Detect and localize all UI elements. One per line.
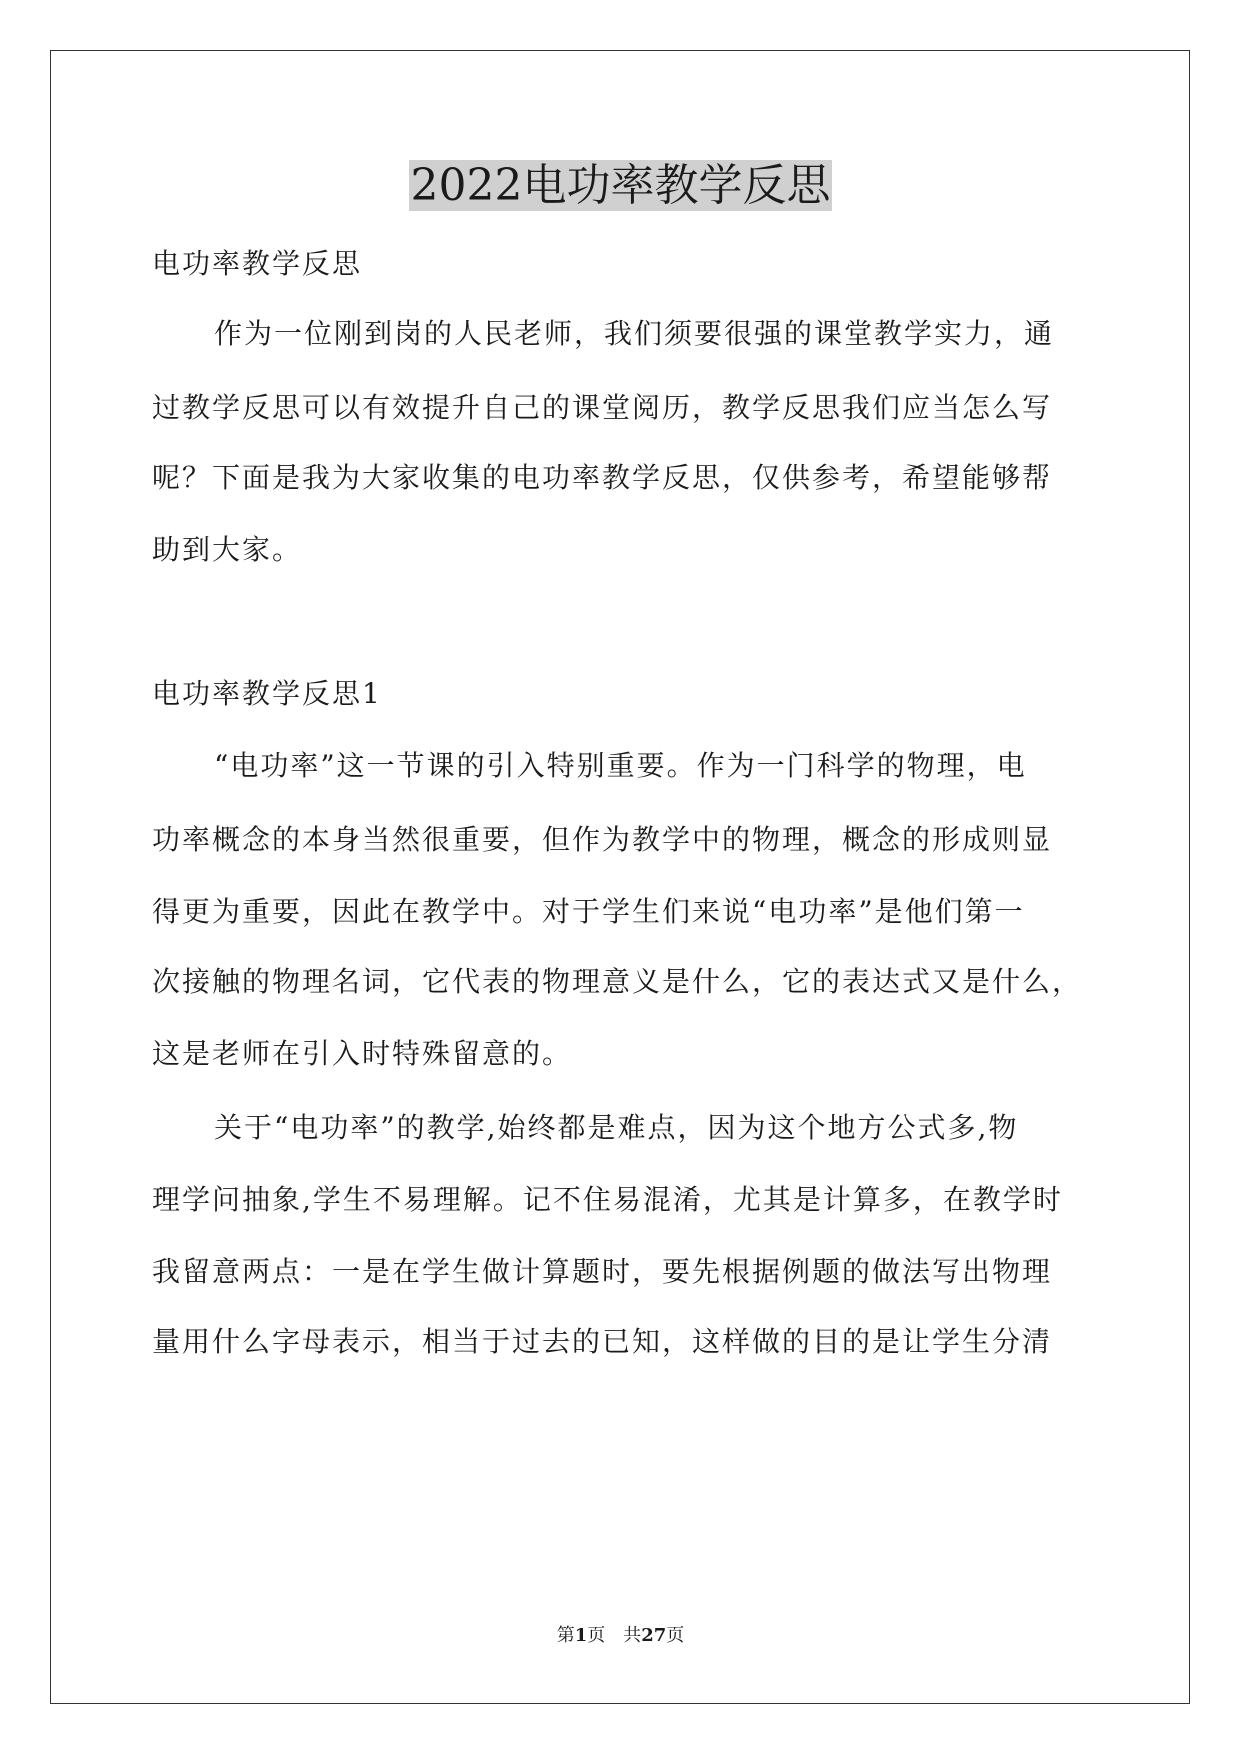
- paragraph-line: 呢？下面是我为大家收集的电功率教学反思，仅供参考，希望能够帮: [152, 461, 1053, 494]
- section-heading-1: 电功率教学反思1: [152, 677, 382, 710]
- page-footer: [0, 1624, 1241, 1648]
- footer-prefix: 第: [556, 1625, 575, 1646]
- paragraph-line: 这是老师在引入时特殊留意的。: [152, 1037, 573, 1070]
- page-border: [50, 50, 1190, 1704]
- footer-suffix: 页: [666, 1625, 685, 1646]
- footer-page-total: 27: [641, 1625, 667, 1646]
- footer-page-number: 1: [574, 1625, 588, 1646]
- paragraph-line: 作为一位刚到岗的人民老师，我们须要很强的课堂教学实力，通: [214, 317, 1055, 350]
- paragraph-line: “电功率”这一节课的引入特别重要。作为一门科学的物理，电: [214, 749, 1027, 782]
- paragraph-line: 理学问抽象,学生不易理解。记不住易混淆，尤其是计算多，在教学时: [152, 1183, 1063, 1216]
- paragraph-line: 得更为重要，因此在教学中。对于学生们来说“电功率”是他们第一: [152, 895, 1025, 928]
- paragraph-line: 过教学反思可以有效提升自己的课堂阅历，教学反思我们应当怎么写: [152, 391, 1053, 424]
- paragraph-line: 次接触的物理名词，它代表的物理意义是什么，它的表达式又是什么，: [152, 965, 1083, 998]
- document-title: [0, 158, 1241, 214]
- paragraph-line: 关于“电功率”的教学,始终都是难点，因为这个地方公式多,物: [214, 1111, 1019, 1144]
- paragraph-line: 我留意两点：一是在学生做计算题时，要先根据例题的做法写出物理: [152, 1255, 1053, 1288]
- section-heading-intro: 电功率教学反思: [152, 247, 363, 280]
- paragraph-line: 助到大家。: [152, 533, 303, 566]
- paragraph-line: 量用什么字母表示，相当于过去的已知，这样做的目的是让学生分清: [152, 1325, 1053, 1358]
- footer-mid: 页 共: [587, 1625, 642, 1646]
- document-title-text: 2022电功率教学反思: [410, 160, 831, 211]
- paragraph-line: 功率概念的本身当然很重要，但作为教学中的物理，概念的形成则显: [152, 823, 1053, 856]
